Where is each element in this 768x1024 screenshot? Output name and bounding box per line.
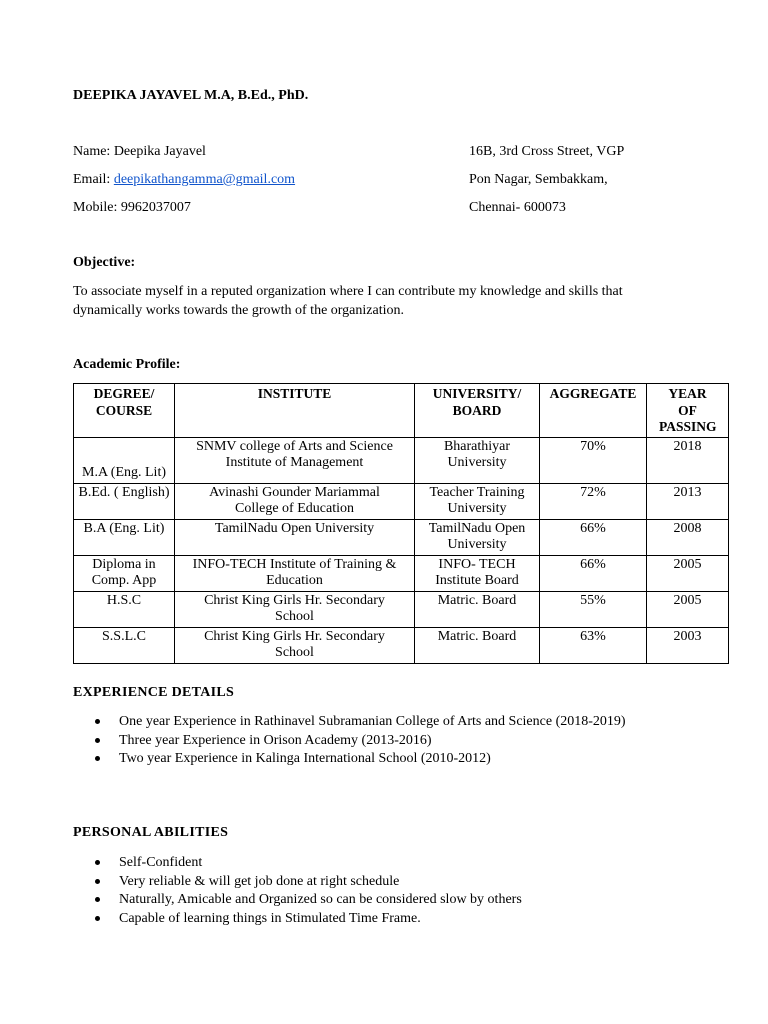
experience-heading: EXPERIENCE DETAILS [73,685,235,700]
cell-aggregate: 66% [540,555,647,591]
cell-year: 2003 [647,627,729,663]
cell-degree: B.A (Eng. Lit) [74,519,175,555]
cell-year: 2005 [647,555,729,591]
table-row [74,483,729,519]
table-row [74,627,729,663]
cell-year: 2013 [647,483,729,519]
contact-name: Name: Deepika Jayavel [73,144,206,159]
address-line-2: Pon Nagar, Sembakkam, [469,172,608,187]
cell-board: Matric. Board [415,591,540,627]
col-header-degree: DEGREE/ COURSE [74,384,175,438]
cell-institute: TamilNadu Open University [175,519,415,555]
abilities-heading: PERSONAL ABILITIES [73,825,229,840]
col-header-institute: INSTITUTE [175,384,415,438]
cell-institute: Avinashi Gounder Mariammal College of Education [175,483,415,519]
cell-board: Bharathiyar University [415,437,540,483]
cell-aggregate: 55% [540,591,647,627]
abilities-list [73,854,679,928]
academic-heading: Academic Profile: [73,357,181,372]
cell-year: 2018 [647,437,729,483]
table-row [74,519,729,555]
academic-table [73,383,729,664]
cell-board: Teacher Training University [415,483,540,519]
table-row [74,591,729,627]
col-header-year: YEAR OF PASSING [647,384,729,438]
cell-board: TamilNadu Open University [415,519,540,555]
cell-aggregate: 63% [540,627,647,663]
email-label: Email: [73,172,114,187]
list-item: One year Experience in Rathinavel Subramanian College of Arts and Science (2018-2019) [73,713,679,732]
list-item: Naturally, Amicable and Organized so can be considered slow by others [73,891,679,910]
cell-degree: S.S.L.C [74,627,175,663]
address-line-3: Chennai- 600073 [469,200,566,215]
cell-institute: Christ King Girls Hr. Secondary School [175,591,415,627]
experience-list [73,713,679,769]
cell-year: 2008 [647,519,729,555]
table-row [74,437,729,483]
cell-degree: M.A (Eng. Lit) [74,437,175,483]
cell-institute: INFO-TECH Institute of Training & Education [175,555,415,591]
cell-aggregate: 70% [540,437,647,483]
cell-aggregate: 66% [540,519,647,555]
resume-title: DEEPIKA JAYAVEL M.A, B.Ed., PhD. [73,88,309,103]
address-line-1: 16B, 3rd Cross Street, VGP [469,144,625,159]
table-row [74,555,729,591]
cell-board: INFO- TECH Institute Board [415,555,540,591]
cell-board: Matric. Board [415,627,540,663]
objective-text: To associate myself in a reputed organization where I can contribute my knowledge and skills that dynamically works towards the growth of the organization. [73,284,623,318]
cell-degree: Diploma in Comp. App [74,555,175,591]
contact-email-line [73,172,295,188]
email-link[interactable]: deepikathangamma@gmail.com [113,172,296,187]
cell-institute: Christ King Girls Hr. Secondary School [175,627,415,663]
list-item: Very reliable & will get job done at right schedule [73,873,679,892]
col-header-board: UNIVERSITY/ BOARD [415,384,540,438]
cell-institute: SNMV college of Arts and Science Institute of Management [175,437,415,483]
cell-degree: B.Ed. ( English) [74,483,175,519]
col-header-aggregate: AGGREGATE [540,384,647,438]
list-item: Three year Experience in Orison Academy (2013-2016) [73,732,679,751]
cell-degree: H.S.C [74,591,175,627]
table-header-row [74,384,729,438]
cell-year: 2005 [647,591,729,627]
contact-mobile: Mobile: 9962037007 [73,200,191,215]
list-item: Self-Confident [73,854,679,873]
cell-aggregate: 72% [540,483,647,519]
list-item: Two year Experience in Kalinga International School (2010-2012) [73,750,679,769]
objective-heading: Objective: [73,255,136,270]
list-item: Capable of learning things in Stimulated Time Frame. [73,910,679,929]
